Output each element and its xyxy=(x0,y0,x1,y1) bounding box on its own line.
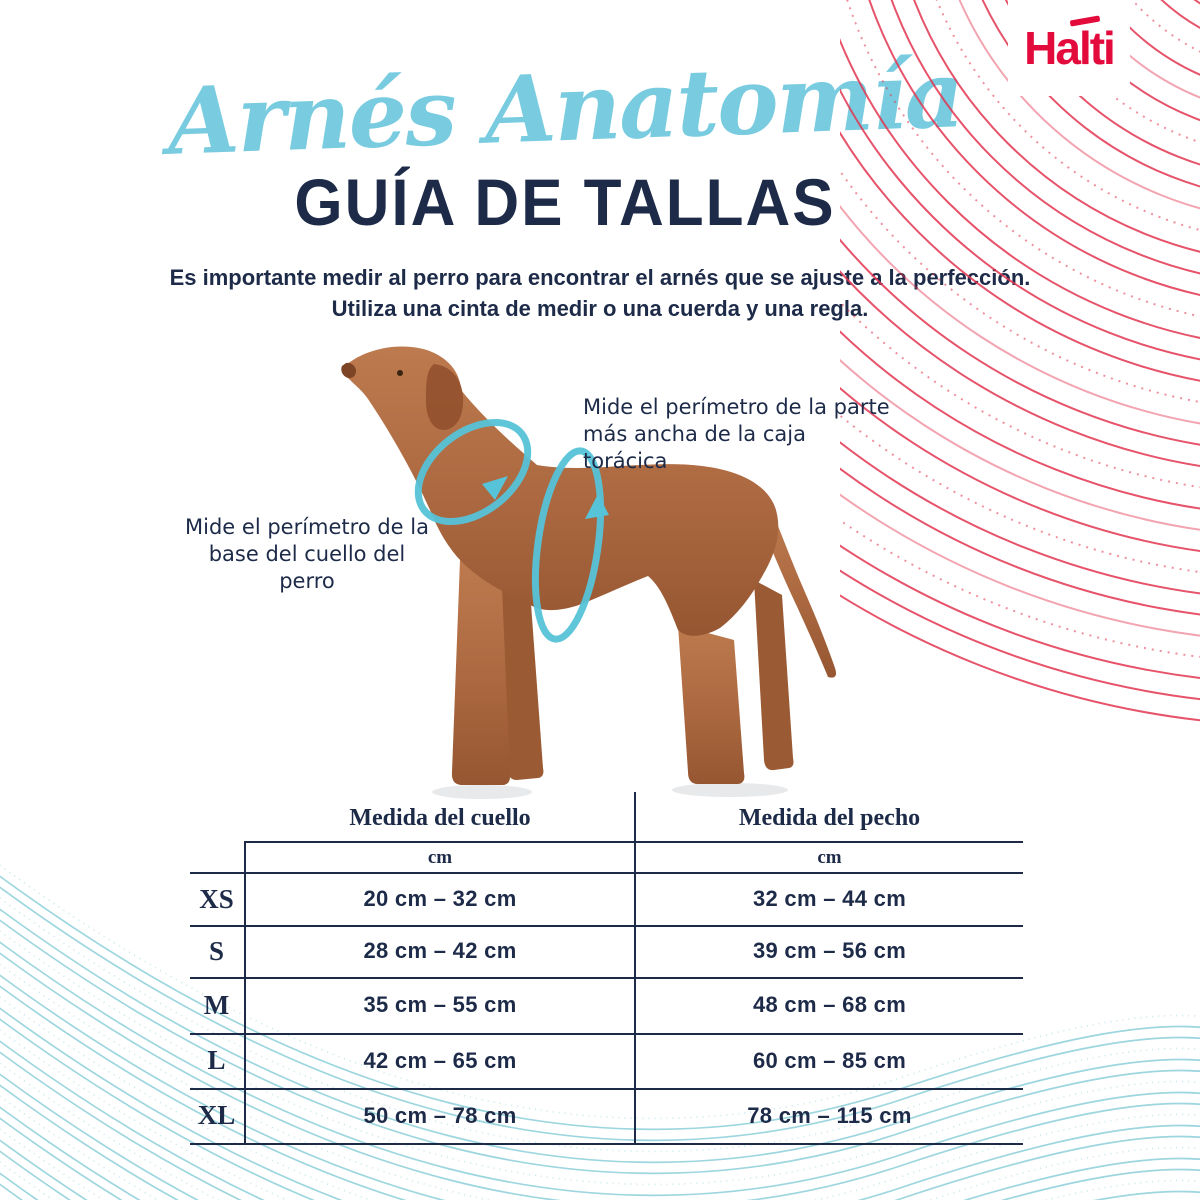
row-s-size: S xyxy=(208,935,225,966)
dog-rear-far-leg xyxy=(754,580,794,770)
row-s-neck: 28 cm – 42 cm xyxy=(363,938,517,963)
row-xs-chest: 32 cm – 44 cm xyxy=(752,886,907,911)
dog-ear xyxy=(426,364,463,430)
table-header-neck: Medida del cuello xyxy=(349,804,531,831)
row-xl-neck: 50 cm – 78 cm xyxy=(363,1102,517,1128)
row-xs-size: XS xyxy=(199,883,234,914)
annotation-chest-line1: Mide el perímetro de la parte xyxy=(583,395,890,419)
dog-eye xyxy=(397,370,403,376)
dog-front-near-leg xyxy=(452,560,510,785)
row-xl-size: XL xyxy=(197,1100,236,1130)
shadow-front xyxy=(432,785,532,799)
row-m-neck: 35 cm – 55 cm xyxy=(363,992,517,1017)
row-xl-chest: 78 cm – 115 cm xyxy=(747,1102,912,1128)
annotation-neck xyxy=(178,514,436,595)
row-l-neck: 42 cm – 65 cm xyxy=(363,1047,517,1073)
dog-rear-near-leg xyxy=(678,625,744,784)
page-title-script: Arnés Anatomía xyxy=(165,40,964,176)
table-header-chest: Medida del pecho xyxy=(738,804,921,831)
row-xs-neck: 20 cm – 32 cm xyxy=(363,886,517,911)
page-title-main: GUÍA DE TALLAS xyxy=(294,166,836,241)
shadow-rear xyxy=(672,783,788,797)
row-m-size: M xyxy=(203,989,230,1020)
row-m-chest: 48 cm – 68 cm xyxy=(752,992,907,1017)
table-line xyxy=(190,1143,1023,1145)
halti-logo-text: Halti xyxy=(1024,22,1114,74)
red-waves-decoration xyxy=(840,0,1200,780)
annotation-chest-line2: más ancha de la caja torácica xyxy=(583,422,806,473)
intro-line-1: Es importante medir al perro para encontrar el arnés que se ajuste a la perfección. xyxy=(169,265,1031,290)
row-l-size: L xyxy=(207,1045,226,1075)
intro-line-2: Utiliza una cinta de medir o una cuerda y una regla. xyxy=(331,296,869,321)
row-l-chest: 60 cm – 85 cm xyxy=(752,1047,907,1073)
table-unit-chest: cm xyxy=(817,847,842,868)
halti-logo xyxy=(1008,0,1130,96)
annotation-neck-line2: base del cuello del perro xyxy=(208,542,406,593)
annotation-neck-line1: Mide el perímetro de la xyxy=(185,515,429,539)
annotation-chest xyxy=(583,394,893,475)
table-unit-neck: cm xyxy=(427,847,453,868)
row-s-chest: 39 cm – 56 cm xyxy=(752,938,907,963)
